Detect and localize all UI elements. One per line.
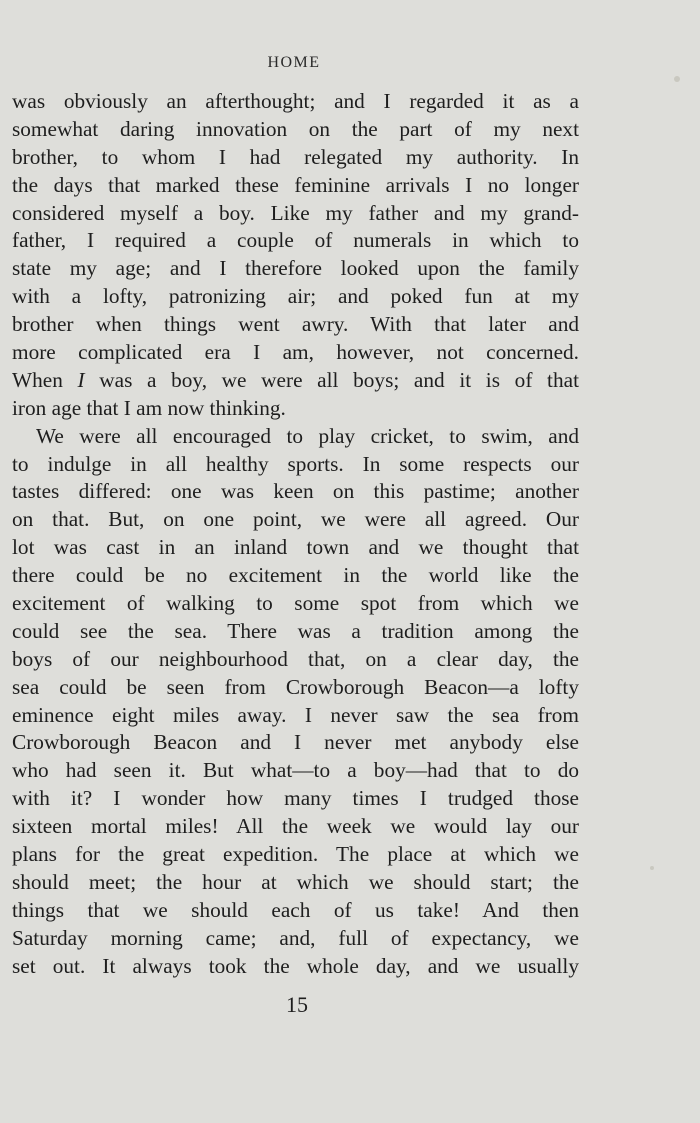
text-line: sea could be seen from Crowborough Beacon—a lofty [12, 674, 579, 699]
text-line: state my age; and I therefore looked upon the family [12, 256, 579, 281]
text-line: considered myself a boy. Like my father and my grand- [12, 200, 579, 225]
text-line: lot was cast in an inland town and we thought that [12, 535, 579, 560]
text-line: We were all encouraged to play cricket, to swim, and [36, 423, 579, 448]
running-head: HOME [267, 54, 321, 71]
emphasis: I [77, 367, 85, 392]
text-line: to indulge in all healthy sports. In some respects our [12, 451, 579, 476]
text-line: father, I required a couple of numerals in which to [12, 228, 579, 253]
text-line: sixteen mortal miles! All the week we would lay our [12, 814, 579, 839]
paper-speck [674, 76, 680, 82]
text-line: excitement of walking to some spot from which we [12, 591, 579, 616]
text-line: with a lofty, patronizing air; and poked fun at my [12, 284, 579, 309]
text-line: Crowborough Beacon and I never met anybody else [12, 730, 579, 755]
text-line: with it? I wonder how many times I trudged those [12, 786, 579, 811]
text-line: somewhat daring innovation on the part of my next [12, 116, 579, 141]
body-text [12, 88, 579, 981]
text-line: the days that marked these feminine arrivals I no longer [12, 172, 579, 197]
text-line: there could be no excitement in the world like the [12, 563, 579, 588]
text-line: was obviously an afterthought; and I regarded it as a [12, 89, 579, 113]
page-number: 15 [286, 992, 308, 1017]
text-line: plans for the great expedition. The place at which we [12, 842, 579, 867]
text-line: more complicated era I am, however, not concerned. [12, 340, 579, 365]
text-line: could see the sea. There was a tradition among the [12, 618, 579, 643]
text-line: eminence eight miles away. I never saw the sea from [12, 702, 579, 727]
text-line: things that we should each of us take! And then [12, 897, 579, 922]
text-line: boys of our neighbourhood that, on a clear day, the [12, 646, 579, 671]
text-line: iron age that I am now thinking. [12, 395, 286, 420]
paper-speck [650, 866, 654, 870]
text-line: on that. But, on one point, we were all agreed. Our [12, 507, 579, 532]
text-line: brother when things went awry. With that later and [12, 312, 579, 337]
text-line: brother, to whom I had relegated my authority. In [12, 144, 579, 169]
text-line: tastes differed: one was keen on this pastime; another [12, 479, 579, 504]
text-line: should meet; the hour at which we should start; the [12, 869, 579, 894]
text-line: who had seen it. But what—to a boy—had that to do [12, 758, 579, 783]
text-line: set out. It always took the whole day, and we usually [12, 953, 579, 978]
text-line: When I was a boy, we were all boys; and it is of that [12, 367, 579, 392]
text-line: Saturday morning came; and, full of expectancy, we [12, 925, 579, 950]
